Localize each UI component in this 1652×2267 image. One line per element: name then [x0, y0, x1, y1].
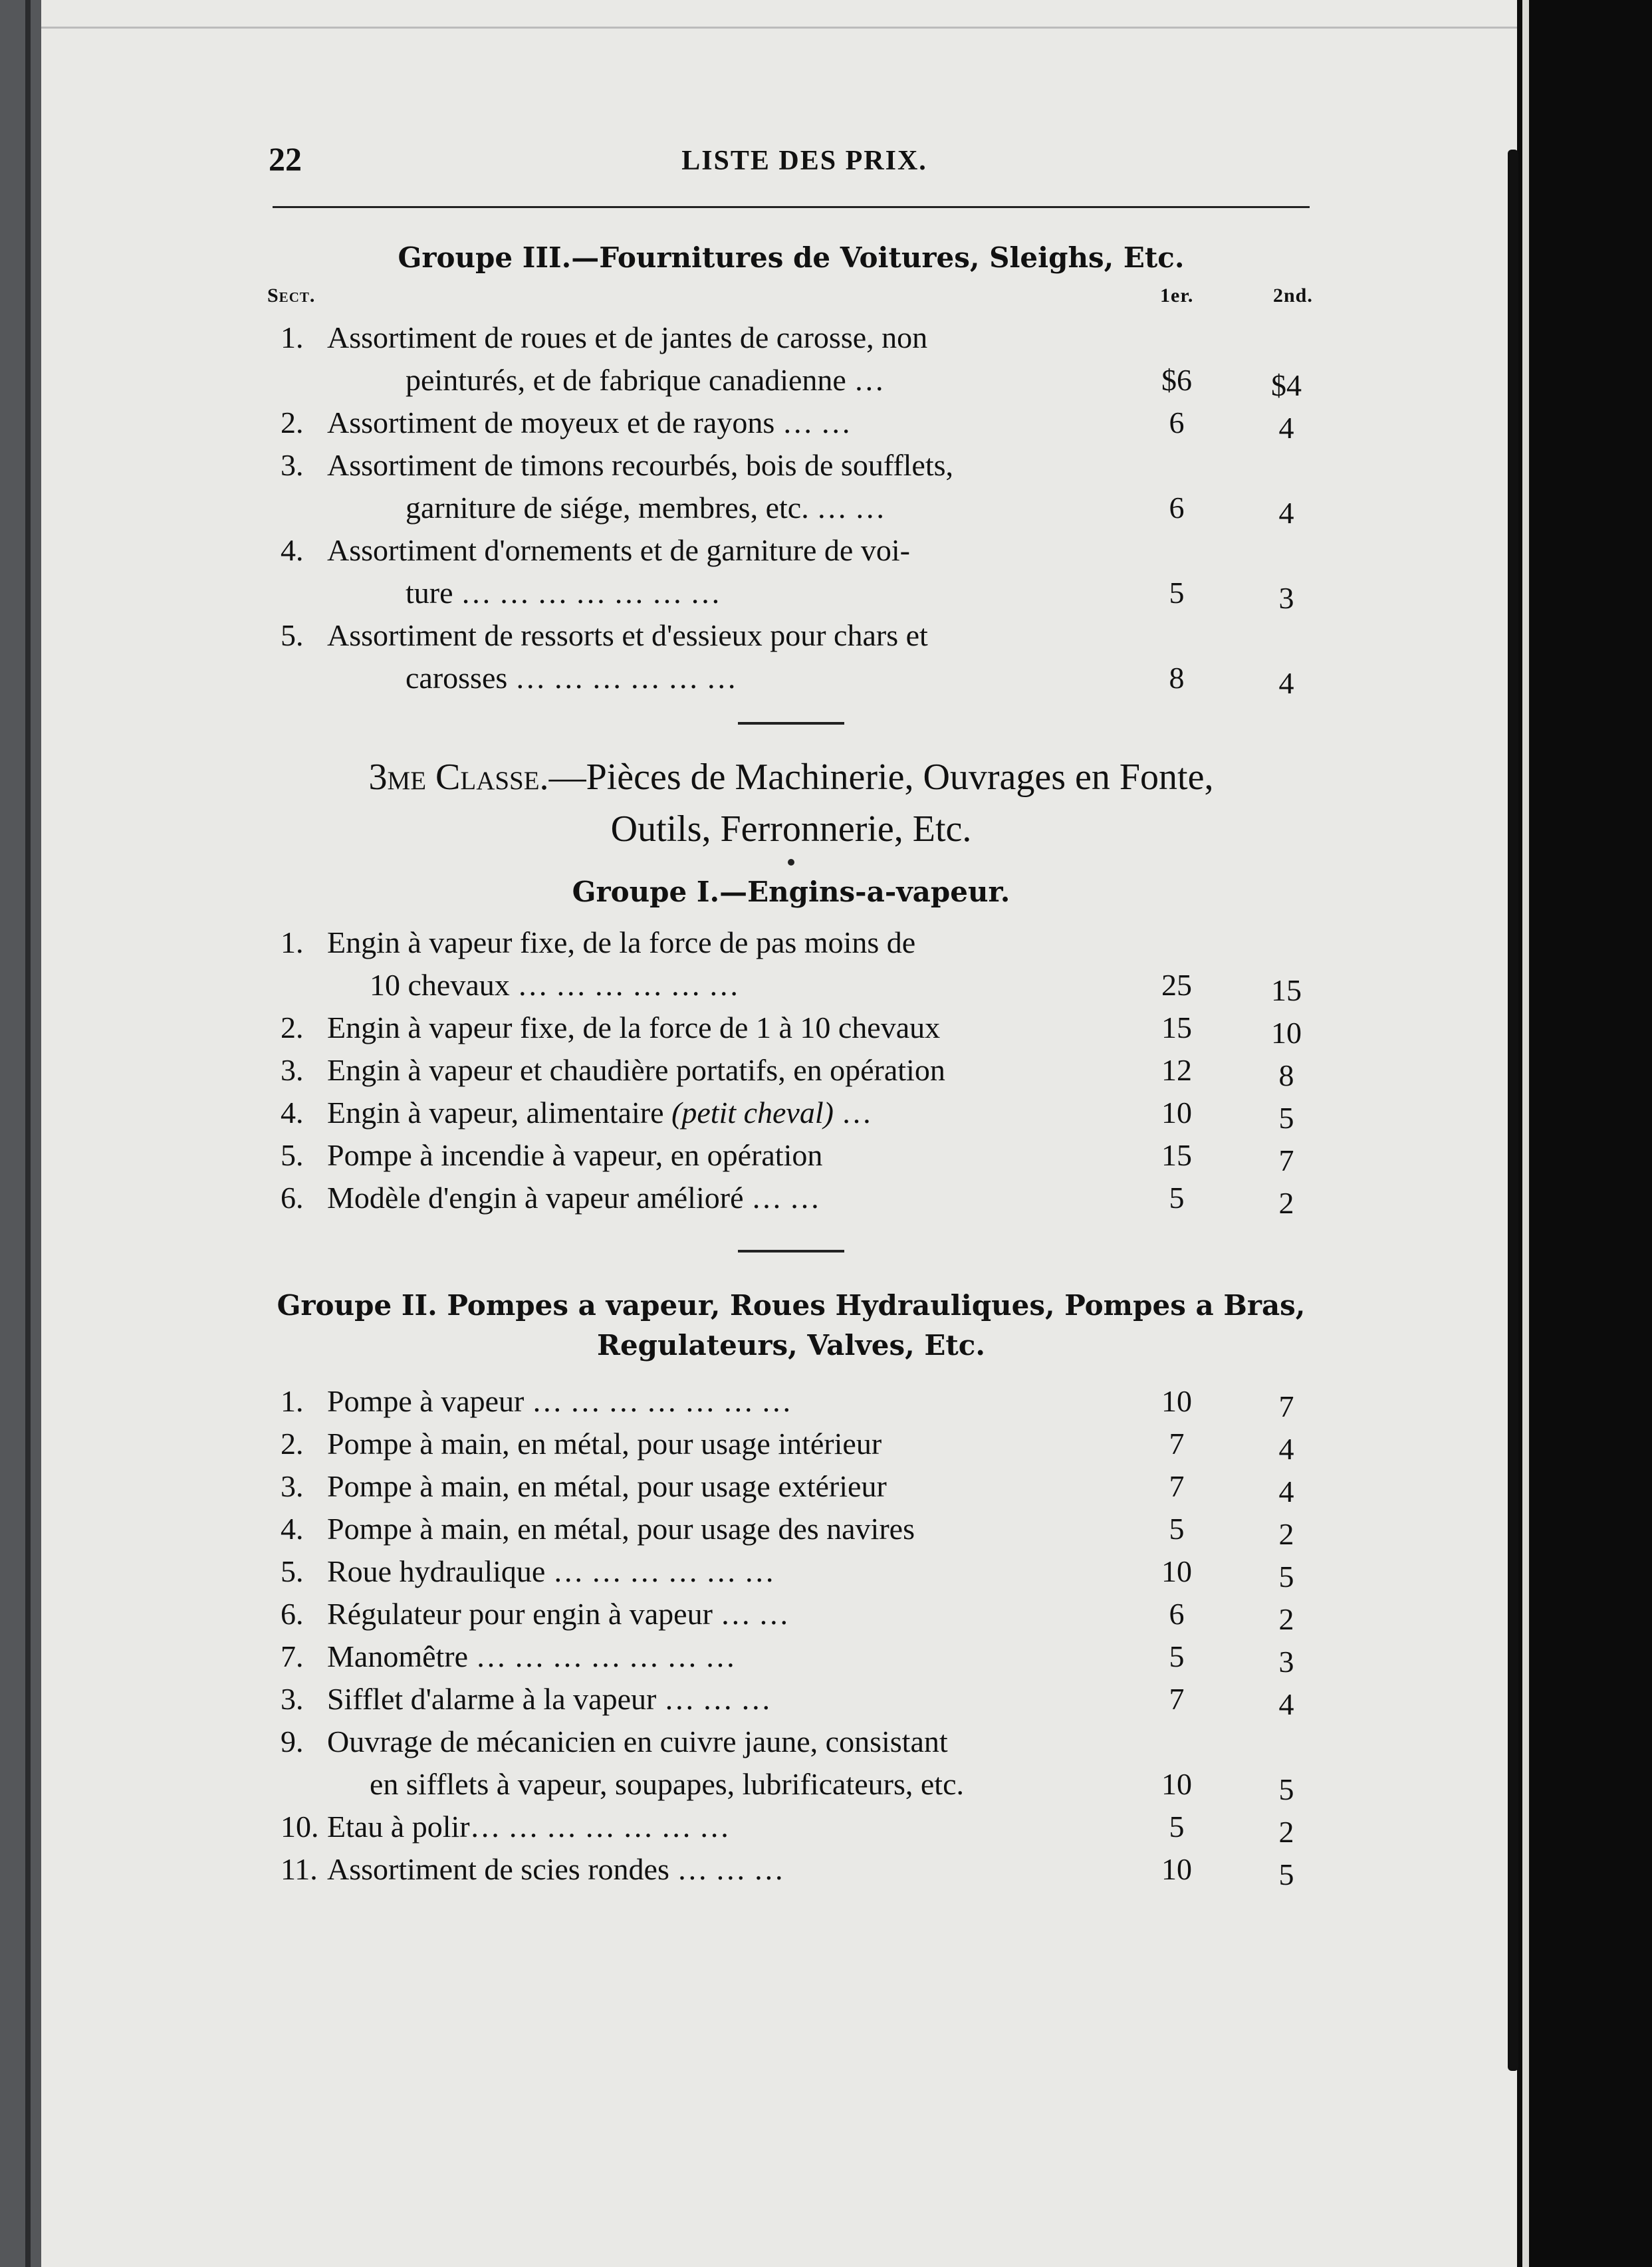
item-text: Pompe à main, en métal, pour usage des navires	[327, 1512, 915, 1546]
list-item	[253, 402, 1330, 444]
item-text: Engin à vapeur fixe, de la force de pas moins de	[327, 925, 916, 959]
first-prize: 5	[1169, 1810, 1185, 1844]
item-number: 5.	[281, 1138, 304, 1172]
item-text-cont: 10 chevaux … … … … … …	[370, 968, 739, 1002]
page-header	[253, 120, 1330, 199]
second-prize: 3	[1278, 581, 1294, 615]
group-iii-heading: Groupe III.—Fournitures de Voitures, Sleighs, Etc.	[398, 241, 1185, 274]
item-text: Ouvrage de mécanicien en cuivre jaune, consistant	[327, 1725, 948, 1758]
item-text: Etau à polir… … … … … … …	[327, 1810, 730, 1844]
col-second-label: 2nd.	[1273, 285, 1313, 306]
second-prize: 4	[1278, 1475, 1294, 1508]
group-ii-heading-line2: Regulateurs, Valves, Etc.	[597, 1329, 985, 1362]
item-text: Roue hydraulique … … … … … …	[327, 1554, 775, 1588]
second-prize: 4	[1278, 496, 1294, 530]
list-item	[253, 1380, 1330, 1423]
second-prize: $4	[1271, 368, 1302, 402]
list-item	[253, 529, 1330, 614]
list-item	[253, 921, 1330, 1007]
first-prize: 6	[1169, 1597, 1185, 1631]
class-heading-line1: —Pièces de Machinerie, Ouvrages en Fonte,	[548, 757, 1214, 798]
item-text: Assortiment de scies rondes … … …	[327, 1852, 784, 1886]
first-prize: 25	[1161, 968, 1192, 1002]
item-text: Régulateur pour engin à vapeur … …	[327, 1597, 789, 1631]
item-number: 4.	[281, 1096, 304, 1130]
list-item	[253, 614, 1330, 699]
item-number: 3.	[281, 448, 304, 482]
first-prize: 6	[1169, 406, 1185, 439]
item-text-main: Engin à vapeur, alimentaire	[327, 1096, 664, 1130]
second-prize: 7	[1278, 1143, 1294, 1177]
first-prize: 5	[1169, 1512, 1185, 1546]
second-prize: 4	[1278, 666, 1294, 700]
list-item	[253, 1848, 1330, 1891]
scan-right-margin	[1517, 0, 1652, 2267]
item-number: 4.	[281, 1512, 304, 1546]
page-number: 22	[269, 140, 302, 178]
item-text: Sifflet d'alarme à la vapeur … … …	[327, 1682, 771, 1716]
item-number: 1.	[281, 320, 304, 354]
item-text-cont: garniture de siége, membres, etc. … …	[406, 491, 885, 525]
list-item	[253, 1806, 1330, 1848]
item-number: 2.	[281, 1427, 304, 1461]
first-prize: 10	[1161, 1852, 1192, 1886]
header-rule	[273, 206, 1310, 208]
item-text: Engin à vapeur et chaudière portatifs, en opération	[327, 1053, 945, 1087]
col-first-label: 1er.	[1160, 285, 1194, 306]
section-divider	[738, 1250, 844, 1253]
first-prize: 12	[1161, 1053, 1192, 1087]
second-prize: 4	[1278, 411, 1294, 445]
item-text-cont: carosses … … … … … …	[406, 661, 737, 695]
group-iii-list	[253, 316, 1330, 699]
first-prize: 15	[1161, 1011, 1192, 1044]
book-spine	[1508, 150, 1518, 2071]
item-number: 10.	[281, 1810, 319, 1844]
second-prize: 2	[1278, 1602, 1294, 1636]
group-ii-heading-line1: Groupe II. Pompes a vapeur, Roues Hydrauliques, Pompes a Bras,	[277, 1289, 1306, 1322]
item-text: Modèle d'engin à vapeur amélioré … …	[327, 1181, 820, 1215]
second-prize: 8	[1278, 1058, 1294, 1092]
list-item	[253, 1721, 1330, 1806]
item-text: Manomêtre … … … … … … …	[327, 1639, 736, 1673]
list-item	[253, 444, 1330, 529]
list-item	[253, 1049, 1330, 1092]
second-prize: 2	[1278, 1517, 1294, 1551]
list-item	[253, 1678, 1330, 1721]
group-i-list	[253, 921, 1330, 1219]
first-prize: 10	[1161, 1767, 1192, 1801]
group-i-heading: Groupe I.—Engins-a-vapeur.	[572, 876, 1010, 908]
item-text: Pompe à vapeur … … … … … … …	[327, 1384, 792, 1418]
item-text: Assortiment de moyeux et de rayons … …	[327, 406, 852, 439]
item-text-cont: ture … … … … … … …	[406, 576, 721, 610]
item-text-cont: en sifflets à vapeur, soupapes, lubrificateurs, etc.	[370, 1767, 964, 1801]
second-prize: 5	[1278, 1101, 1294, 1135]
item-number: 3.	[281, 1682, 304, 1716]
running-title: LISTE DES PRIX.	[681, 146, 927, 176]
col-sect-label: Sect.	[267, 285, 316, 306]
second-prize: 2	[1278, 1186, 1294, 1220]
list-item	[253, 1465, 1330, 1508]
first-prize: 10	[1161, 1384, 1192, 1418]
item-text: Pompe à main, en métal, pour usage intérieur	[327, 1427, 882, 1461]
page-top-edge	[41, 27, 1517, 29]
ornament-dot	[788, 859, 794, 866]
list-item	[253, 1423, 1330, 1465]
item-number: 9.	[281, 1725, 304, 1758]
first-prize: 5	[1169, 1639, 1185, 1673]
second-prize: 4	[1278, 1432, 1294, 1466]
document-page	[253, 120, 1330, 1891]
item-number: 2.	[281, 1011, 304, 1044]
first-prize: 7	[1169, 1469, 1185, 1503]
list-item	[253, 316, 1330, 402]
second-prize: 2	[1278, 1815, 1294, 1849]
item-number: 1.	[281, 1384, 304, 1418]
item-text: Assortiment de ressorts et d'essieux pour chars et	[327, 618, 928, 652]
item-number: 1.	[281, 925, 304, 959]
list-item	[253, 1092, 1330, 1134]
item-text-tail: …	[841, 1096, 872, 1130]
list-item	[253, 1134, 1330, 1177]
class-heading-line2: Outils, Ferronnerie, Etc.	[610, 808, 972, 850]
item-text-cont: peinturés, et de fabrique canadienne …	[406, 363, 885, 397]
scan-left-margin	[0, 0, 41, 2267]
list-item	[253, 1508, 1330, 1550]
class-heading	[253, 751, 1330, 855]
item-text-italic: (petit cheval)	[671, 1096, 834, 1130]
second-prize: 15	[1271, 973, 1302, 1007]
item-text: Assortiment de roues et de jantes de carosse, non	[327, 320, 928, 354]
item-number: 4.	[281, 533, 304, 567]
list-item	[253, 1550, 1330, 1593]
item-number: 6.	[281, 1597, 304, 1631]
first-prize: 7	[1169, 1682, 1185, 1716]
first-prize: 5	[1169, 1181, 1185, 1215]
item-number: 3.	[281, 1053, 304, 1087]
first-prize: 10	[1161, 1554, 1192, 1588]
first-prize: 15	[1161, 1138, 1192, 1172]
item-number: 7.	[281, 1639, 304, 1673]
first-prize: $6	[1161, 363, 1192, 397]
item-number: 3.	[281, 1469, 304, 1503]
first-prize: 7	[1169, 1427, 1185, 1461]
list-item	[253, 1593, 1330, 1635]
item-number: 11.	[281, 1852, 318, 1886]
first-prize: 10	[1161, 1096, 1192, 1130]
second-prize: 3	[1278, 1645, 1294, 1679]
item-text: Assortiment d'ornements et de garniture de voi-	[327, 533, 910, 567]
item-number: 2.	[281, 406, 304, 439]
item-text: Pompe à incendie à vapeur, en opération	[327, 1138, 823, 1172]
group-ii-list	[253, 1380, 1330, 1891]
item-text: Pompe à main, en métal, pour usage extérieur	[327, 1469, 887, 1503]
list-item	[253, 1007, 1330, 1049]
list-item	[253, 1635, 1330, 1678]
item-text: Engin à vapeur fixe, de la force de 1 à 10 chevaux	[327, 1011, 941, 1044]
item-number: 6.	[281, 1181, 304, 1215]
second-prize: 10	[1271, 1016, 1302, 1050]
class-heading-prefix: 3me Classe.	[368, 757, 549, 798]
section-divider	[738, 722, 844, 725]
item-number: 5.	[281, 618, 304, 652]
list-item	[253, 1177, 1330, 1219]
scan-left-edge	[25, 0, 31, 2267]
second-prize: 7	[1278, 1389, 1294, 1423]
item-text: Assortiment de timons recourbés, bois de soufflets,	[327, 448, 954, 482]
first-prize: 8	[1169, 661, 1185, 695]
first-prize: 6	[1169, 491, 1185, 525]
item-number: 5.	[281, 1554, 304, 1588]
second-prize: 5	[1278, 1560, 1294, 1594]
first-prize: 5	[1169, 576, 1185, 610]
group-ii-heading	[253, 1286, 1330, 1366]
second-prize: 5	[1278, 1772, 1294, 1806]
column-headers	[253, 278, 1330, 316]
item-text	[327, 1092, 1075, 1134]
second-prize: 4	[1278, 1687, 1294, 1721]
second-prize: 5	[1278, 1857, 1294, 1891]
scan-right-inner-edge	[1522, 0, 1529, 2267]
